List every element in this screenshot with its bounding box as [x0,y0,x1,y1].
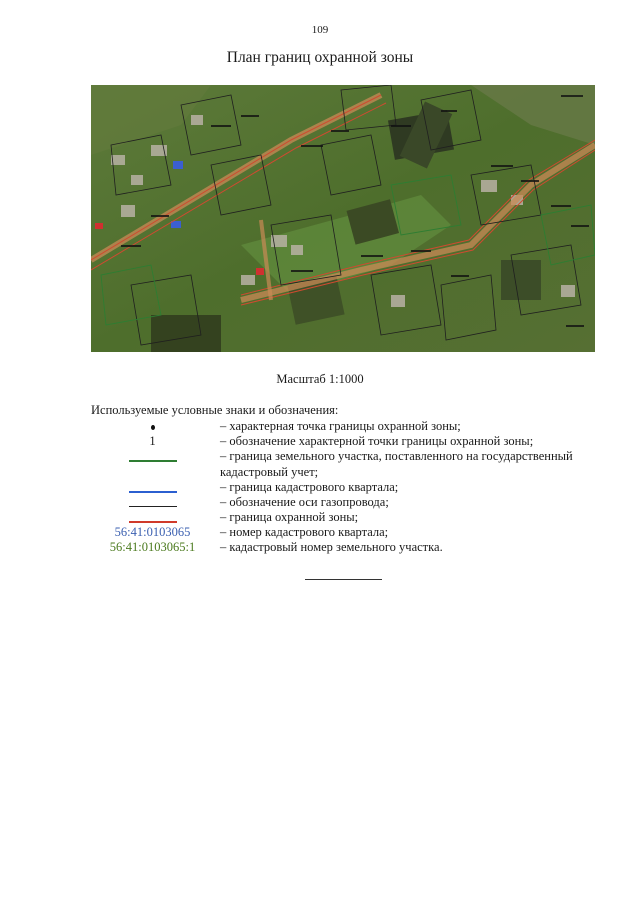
satellite-map [91,85,595,352]
legend-black-line-symbol [100,494,205,510]
legend-text: – обозначение характерной точки границы охранной зоны; [220,434,534,448]
legend-text: – граница охранной зоны; [220,510,359,524]
legend-text: – номер кадастрового квартала; [220,525,389,539]
legend-heading: Используемые условные знаки и обозначения: [91,403,339,417]
map-scale: Масштаб 1:1000 [276,372,364,386]
legend-text: – характерная точка границы охранной зоны; [220,419,461,433]
legend-text: – граница кадастрового квартала; [220,480,399,494]
page-title: План границ охранной зоны [226,49,414,66]
legend-parcel-number-symbol: 56:41:0103065:1 [109,540,196,554]
page-number: 109 [311,24,329,36]
map-illustration [91,85,595,352]
legend-text: – обозначение оси газопровода; [220,495,389,509]
legend-number-symbol: 1 [149,434,156,448]
legend-blue-line-symbol [100,479,205,495]
legend-green-line-symbol [100,448,205,464]
legend-block-number-symbol: 56:41:0103065 [114,525,191,539]
legend-text: – кадастровый номер земельного участка. [220,540,443,554]
legend-dot-symbol [100,418,205,434]
legend-red-line-symbol [100,509,205,525]
end-divider [305,579,382,580]
legend-text: – граница земельного участка, поставленного на государственный кадастровый учет; [220,449,573,479]
